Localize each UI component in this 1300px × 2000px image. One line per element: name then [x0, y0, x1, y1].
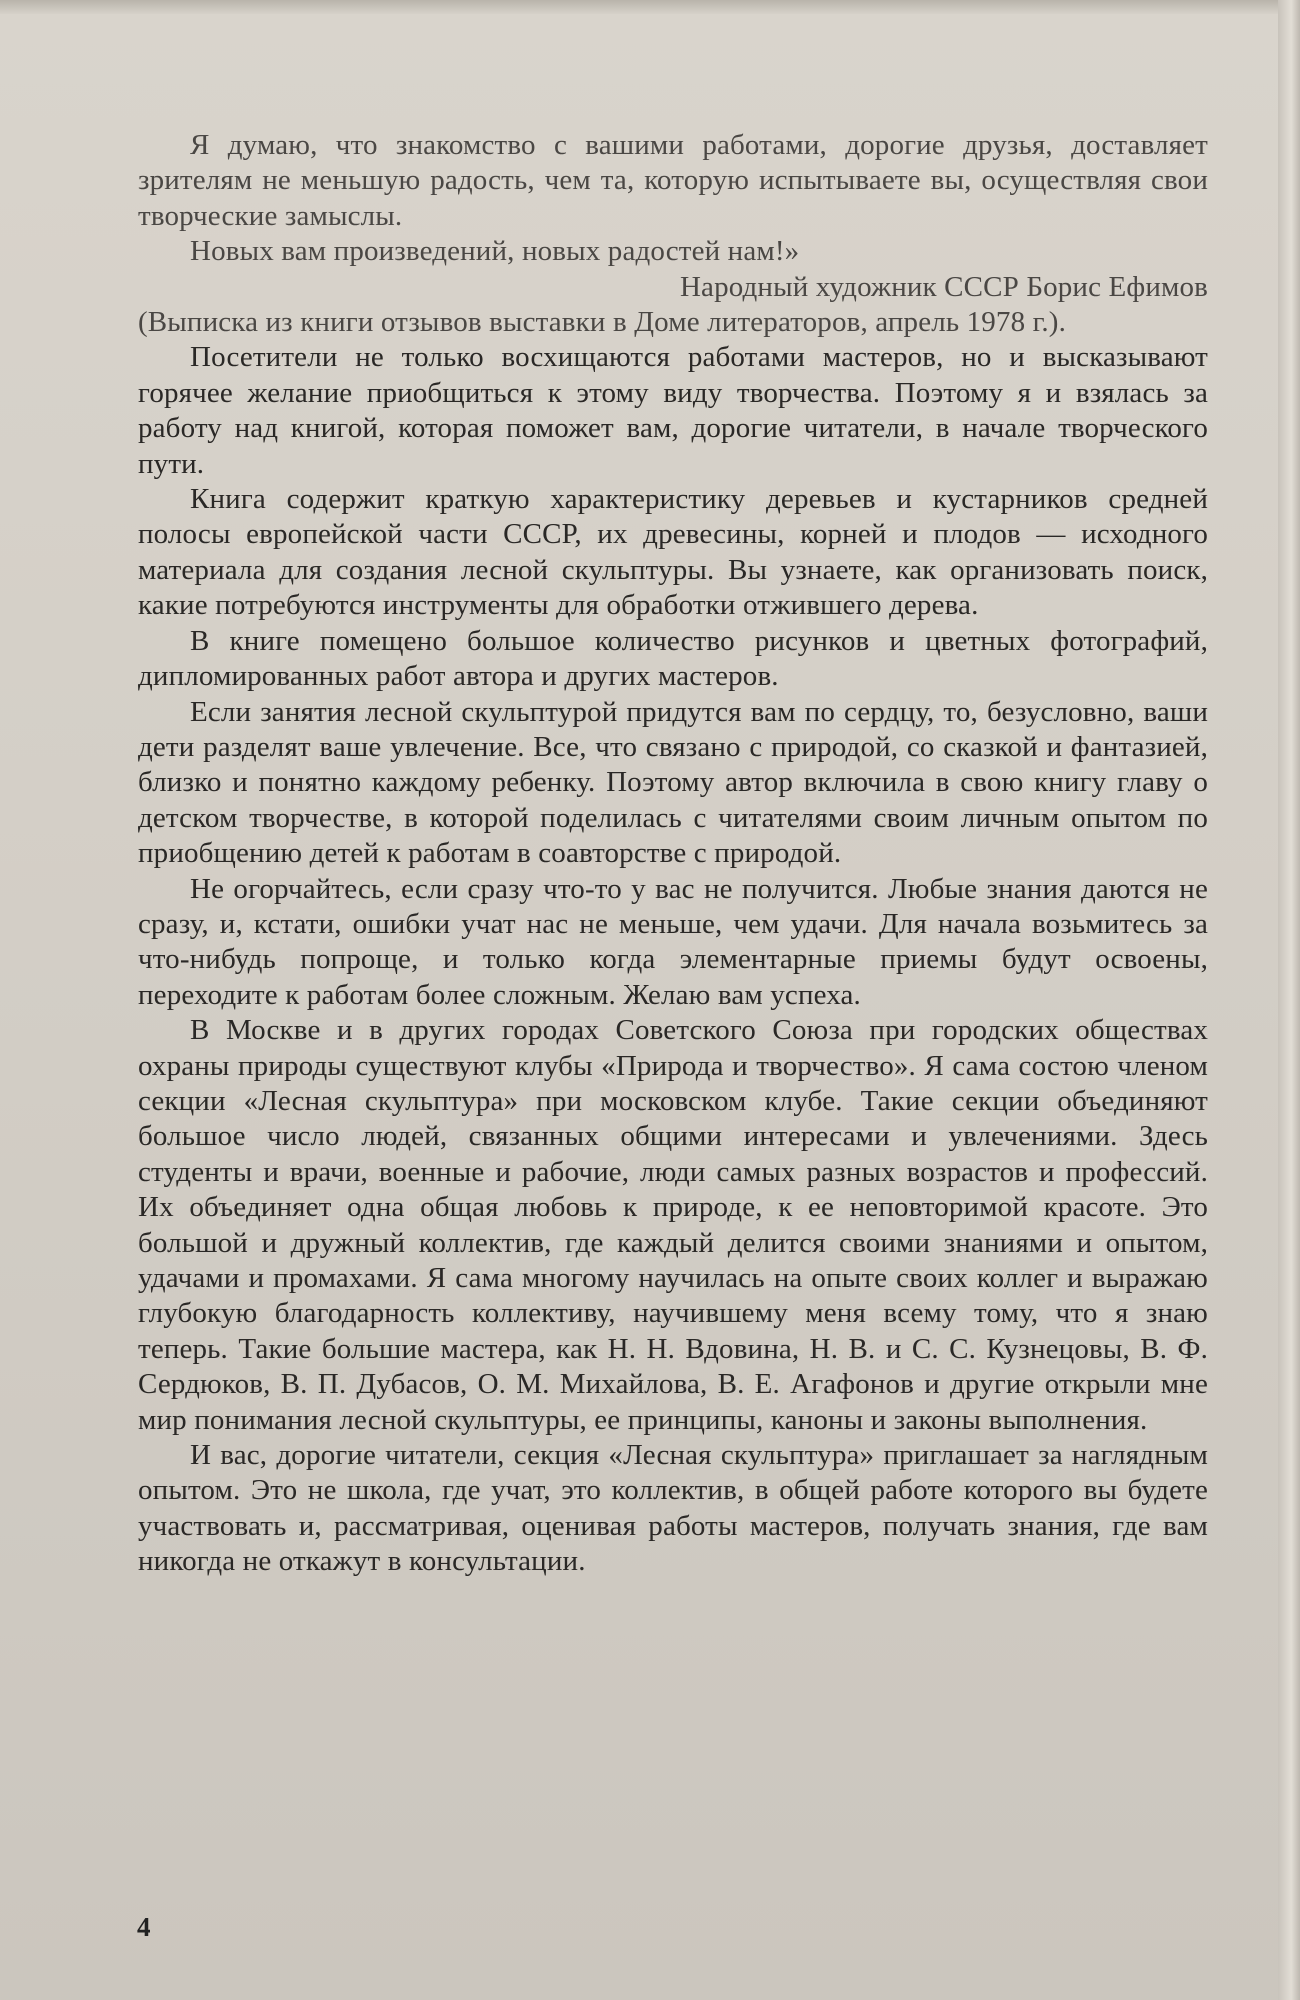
paragraph-book-contents: Книга содержит краткую характеристику деревьев и кустарников средней полосы европейской части СССР, их древесины, корней и плодов — исходного материала для создания лесной скульптуры. Вы узнаете, как организовать поиск, какие потребуются инструменты для обработки отжившего дерева. [138, 483, 1208, 622]
paragraph-quote-end: Я думаю, что знакомство с вашими работами, дорогие друзья, доставляет зрителям не меньшую радость, чем та, которую испытываете вы, осуществляя свои творческие замыслы. [138, 129, 1208, 232]
paragraph-invitation: И вас, дорогие читатели, секция «Лесная скульптура» приглашает за наглядным опытом. Это не школа, где учат, это коллектив, в общей работе которого вы будете участвовать и, рассматривая, оценивая работы мастеров, получать знания, где вам никогда не откажут в консультации. [138, 1439, 1208, 1578]
page-top-edge [0, 0, 1300, 14]
paragraph-clubs: В Москве и в других городах Советского Союза при городских обществах охраны природы существуют клубы «Природа и творчество». Я сама состою членом секции «Лесная скульптура» при московском клубе. Такие секции объединяют большое число людей, связанных общими интересами и увлечениями. Здесь студенты и врачи, военные и рабочие, люди самых разных возрастов и профессий. Их объединяет одна общая любовь к природе, к ее неповторимой красоте. Это большой и дружный коллектив, где каждый делится своими знаниями и опытом, удачами и промахами. Я сама многому научилась на опыте своих коллег и выражаю глубокую благодарность коллективу, научившему меня всему тому, что я знаю теперь. Такие большие мастера, как Н. Н. Вдовина, Н. В. и С. С. Кузнецовы, В. Ф. Сердюков, В. П. Дубасов, О. М. Михайлова, В. Е. Агафонов и другие открыли мне мир понимания лесной скульптуры, ее принципы, каноны и законы выполнения. [138, 1014, 1208, 1436]
quote-source: (Выписка из книги отзывов выставки в Доме литераторов, апрель 1978 г.). [138, 306, 1067, 339]
page-number: 4 [137, 1912, 151, 1942]
quote-signature: Народный художник СССР Борис Ефимов [679, 270, 1208, 303]
page-right-edge [1278, 0, 1300, 2000]
paragraph-encouragement: Не огорчайтесь, если сразу что-то у вас не получится. Любые знания даются не сразу, и, кстати, ошибки учат нас не меньше, чем удачи. Для начала возьмитесь за что-нибудь попроще, и только когда элементарные приемы будут освоены, переходите к работам более сложным. Желаю вам успеха. [138, 872, 1208, 1011]
paragraph-children: Если занятия лесной скульптурой придутся вам по сердцу, то, безусловно, ваши дети разделят ваше увлечение. Все, что связано с природой, со сказкой и фантазией, близко и понятно каждому ребенку. Поэтому автор включила в свою книгу главу о детском творчестве, в которой поделилась с читателями своим личным опытом по приобщению детей к работам в соавторстве с природой. [138, 695, 1208, 870]
page-body-text [138, 128, 1208, 1580]
paragraph-quote-wish: Новых вам произведений, новых радостей нам!» [190, 235, 800, 268]
paragraph-visitors: Посетители не только восхищаются работами мастеров, но и высказывают горячее желание приобщиться к этому виду творчества. Поэтому я и взялась за работу над книгой, которая поможет вам, дорогие читатели, в начале творческого пути. [138, 341, 1208, 480]
paragraph-illustrations: В книге помещено большое количество рисунков и цветных фотографий, дипломированных работ автора и других мастеров. [138, 624, 1208, 693]
